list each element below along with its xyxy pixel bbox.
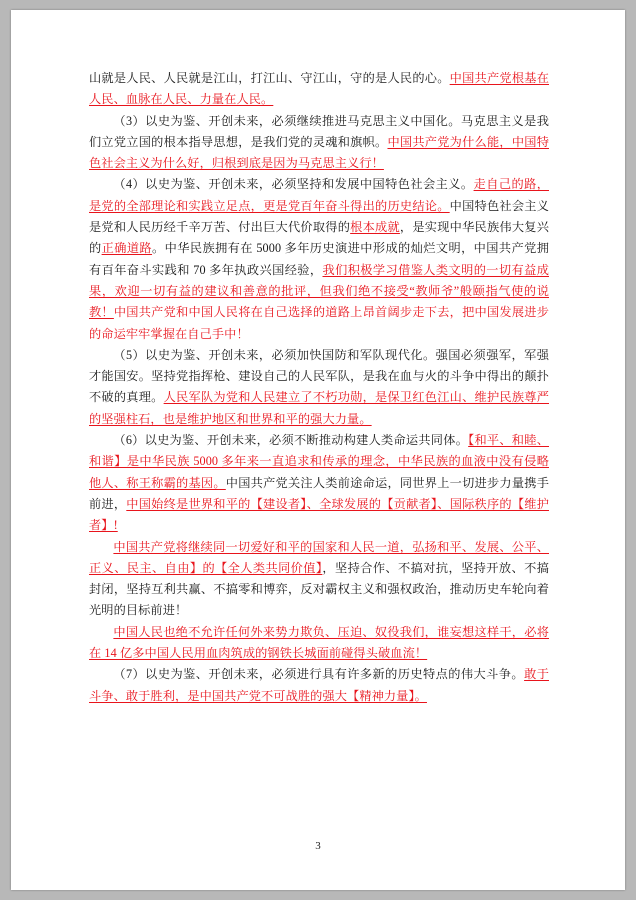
text-run: （6）以史为鉴、开创未来，必须不断推动构建人类命运共同体。: [113, 433, 469, 448]
paragraph: [89, 622, 549, 665]
text-run: ，是实现中华民族伟大复兴的: [89, 220, 549, 256]
text-run: 中国共产党和中国人民将在自己选择的道路上昂首阔步走下去，把中国发展进步的命运牢牢掌握在自己手中！: [89, 305, 549, 341]
text-run: （3）以史为鉴、开创未来，必须继续推进马克思主义中国化。马克思主义是我们立党立国的根本指导思想，是我们党的灵魂和旗帜。: [89, 113, 549, 149]
text-run: 山就是人民、人民就是江山，打江山、守江山，守的是人民的心。: [89, 71, 450, 85]
paragraph: [89, 664, 549, 707]
text-run: 根本成就: [350, 220, 400, 235]
text-run: 中国特色社会主义是党和人民历经千辛万苦、付出巨大代价取得的: [89, 198, 549, 235]
text-run: 走自己的路，是党的全部理论和实践立足点，更是党百年奋斗得出的历史结论。: [89, 177, 549, 213]
text-run: 正确道路: [101, 241, 153, 256]
text-run: 【和平、和睦、和谐】是中华民族 5000 多年来一直追求和传承的理念，中华民族的血液中没有侵略他人、称王称霸的基因。: [89, 433, 549, 490]
text-run: （4）以史为鉴、开创未来，必须坚持和发展中国特色社会主义。: [113, 177, 474, 192]
paragraph: [89, 537, 549, 622]
paragraph: [89, 111, 549, 175]
text-run: （5）以史为鉴、开创未来，必须加快国防和军队现代化。强国必须强军，军强才能国安。坚持党指挥枪、建设自己的人民军队，是我在血与火的斗争中得出的颠扑不破的真理。: [89, 347, 549, 405]
text-run: 。中华民族拥有在 5000 多年历史演进中形成的灿烂文明，中国共产党拥有百年奋斗实践和 70 多年执政兴国经验，: [89, 241, 550, 277]
paragraph: [89, 345, 549, 430]
document-body: [89, 68, 549, 707]
text-run: 中国共产党为什么能，中国特色社会主义为什么好，归根到底是因为马克思主义行！: [89, 134, 549, 171]
text-run: 我们积极学习借鉴人类文明的一切有益成果，欢迎一切有益的建议和善意的批评，但我们绝不接受“教师爷”般颐指气使的说教！: [89, 262, 549, 320]
text-run: （7）以史为鉴、开创未来，必须进行具有许多新的历史特点的伟大斗争。: [113, 667, 525, 682]
paragraph: [89, 68, 549, 111]
text-run: ，坚持合作、不搞对抗，坚持开放、不搞封闭，坚持互利共赢、不搞零和博弈，反对霸权主义和强权政治，推动历史车轮向着光明的目标前进！: [89, 560, 549, 618]
paragraph: [89, 174, 549, 344]
text-run: 中国人民也绝不允许任何外来势力欺负、压迫、奴役我们，谁妄想这样干，必将在 14 亿多中国人民用血肉筑成的钢铁长城面前碰得头破血流！: [89, 624, 549, 661]
text-run: 中国共产党根基在人民、血脉在人民、力量在人民。: [89, 71, 549, 107]
text-run: 中国共产党将继续同一切爱好和平的国家和人民一道，弘扬和平、发展、公平、正义、民主、自由】的【全人类共同价值】: [89, 539, 549, 575]
document-page: [11, 10, 625, 890]
text-run: 人民军队为党和人民建立了不朽功勋，是保卫红色江山、维护民族尊严的坚强柱石，也是维护地区和世界和平的强大力量。: [89, 390, 549, 426]
text-run: 中国始终是世界和平的【建设者】、全球发展的【贡献者】、国际秩序的【维护者】!: [89, 496, 549, 533]
text-run: 中国共产党关注人类前途命运，同世界上一切进步力量携手前进，: [89, 475, 549, 511]
page-number: 3: [315, 840, 321, 852]
text-run: 敢于斗争、敢于胜利，是中国共产党不可战胜的强大【精神力量】。: [89, 667, 549, 703]
paragraph: [89, 430, 549, 536]
